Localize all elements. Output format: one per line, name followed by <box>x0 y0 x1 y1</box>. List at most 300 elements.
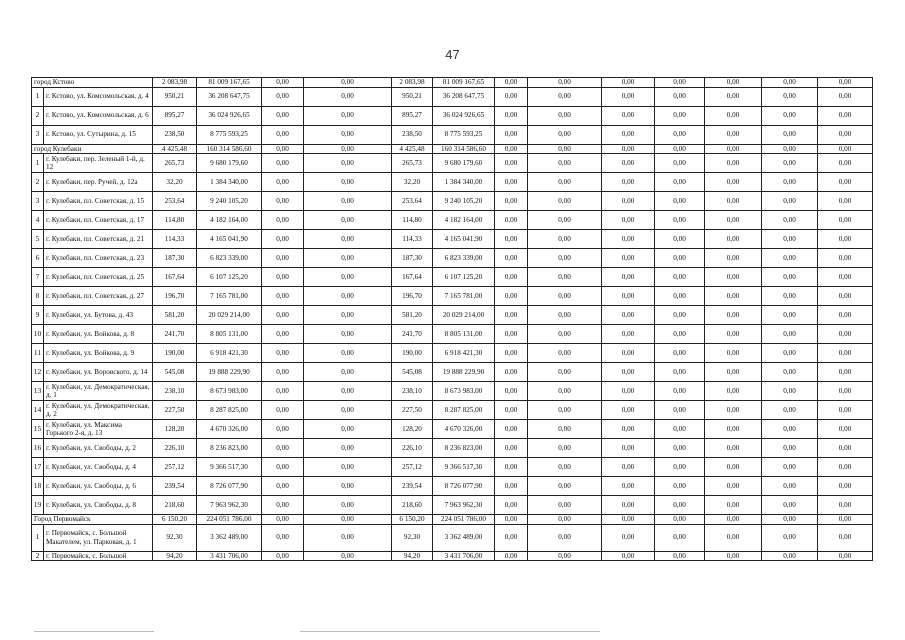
value-cell: 0,00 <box>528 125 602 144</box>
value-cell: 0,00 <box>818 287 873 306</box>
table-row <box>32 551 873 561</box>
value-cell: 0,00 <box>262 551 304 561</box>
value-cell: 32,20 <box>153 173 197 192</box>
value-cell: 36 024 926,65 <box>197 106 262 125</box>
table-row <box>32 363 873 382</box>
value-cell: 0,00 <box>705 363 762 382</box>
value-cell: 0,00 <box>655 344 705 363</box>
value-cell: 0,00 <box>655 551 705 561</box>
value-cell: 0,00 <box>818 458 873 477</box>
row-number: 8 <box>32 287 44 306</box>
value-cell: 0,00 <box>818 477 873 496</box>
value-cell: 0,00 <box>528 249 602 268</box>
value-cell: 0,00 <box>262 477 304 496</box>
value-cell: 0,00 <box>528 306 602 325</box>
value-cell: 0,00 <box>602 87 655 106</box>
value-cell: 0,00 <box>262 125 304 144</box>
value-cell: 0,00 <box>495 382 528 401</box>
value-cell: 9 680 179,60 <box>197 154 262 173</box>
value-cell: 8 805 131,00 <box>197 325 262 344</box>
row-number: 1 <box>32 154 44 173</box>
value-cell: 0,00 <box>762 125 818 144</box>
value-cell: 32,20 <box>392 173 433 192</box>
city-total-cell: 0,00 <box>495 78 528 88</box>
value-cell: 7 963 962,30 <box>197 496 262 515</box>
value-cell: 0,00 <box>705 306 762 325</box>
value-cell: 114,80 <box>153 211 197 230</box>
value-cell: 0,00 <box>262 173 304 192</box>
table-row <box>32 268 873 287</box>
value-cell: 0,00 <box>818 87 873 106</box>
address-cell: г. Кулебаки, пл. Советская, д. 23 <box>44 249 153 268</box>
address-cell: г. Кстово, ул. Сутырина, д. 15 <box>44 125 153 144</box>
value-cell: 0,00 <box>818 420 873 439</box>
value-cell: 0,00 <box>528 173 602 192</box>
value-cell: 0,00 <box>705 458 762 477</box>
value-cell: 9 240 105,20 <box>197 192 262 211</box>
value-cell: 0,00 <box>304 249 392 268</box>
value-cell: 0,00 <box>762 524 818 551</box>
value-cell: 7 165 781,00 <box>197 287 262 306</box>
table-row <box>32 458 873 477</box>
value-cell: 0,00 <box>262 496 304 515</box>
value-cell: 0,00 <box>495 230 528 249</box>
city-total-cell: 0,00 <box>762 78 818 88</box>
value-cell: 0,00 <box>762 458 818 477</box>
value-cell: 0,00 <box>602 524 655 551</box>
value-cell: 0,00 <box>705 173 762 192</box>
value-cell: 0,00 <box>602 344 655 363</box>
value-cell: 0,00 <box>304 344 392 363</box>
value-cell: 8 775 593,25 <box>433 125 495 144</box>
row-number: 14 <box>32 401 44 420</box>
value-cell: 0,00 <box>655 125 705 144</box>
value-cell: 0,00 <box>304 382 392 401</box>
value-cell: 0,00 <box>528 401 602 420</box>
city-subtotal-row <box>32 515 873 525</box>
value-cell: 6 107 125,20 <box>197 268 262 287</box>
table-row <box>32 524 873 551</box>
city-total-cell: 0,00 <box>602 515 655 525</box>
row-number: 3 <box>32 125 44 144</box>
row-number: 2 <box>32 106 44 125</box>
value-cell: 0,00 <box>304 306 392 325</box>
page-number: 47 <box>445 47 460 62</box>
row-number: 15 <box>32 420 44 439</box>
value-cell: 0,00 <box>655 211 705 230</box>
value-cell: 128,20 <box>392 420 433 439</box>
value-cell: 0,00 <box>495 477 528 496</box>
value-cell: 0,00 <box>528 439 602 458</box>
value-cell: 0,00 <box>262 458 304 477</box>
register-table <box>31 77 873 561</box>
value-cell: 0,00 <box>262 192 304 211</box>
table-row <box>32 87 873 106</box>
address-cell: г. Кулебаки, пл. Советская, д. 25 <box>44 268 153 287</box>
city-total-cell: 2 083,98 <box>392 78 433 88</box>
city-total-cell: 4 425,48 <box>392 144 433 154</box>
value-cell: 0,00 <box>304 211 392 230</box>
value-cell: 0,00 <box>818 344 873 363</box>
value-cell: 0,00 <box>262 382 304 401</box>
value-cell: 218,60 <box>392 496 433 515</box>
value-cell: 9 366 517,30 <box>433 458 495 477</box>
value-cell: 0,00 <box>818 439 873 458</box>
value-cell: 0,00 <box>655 458 705 477</box>
value-cell: 0,00 <box>495 325 528 344</box>
value-cell: 8 673 983,00 <box>433 382 495 401</box>
value-cell: 114,33 <box>153 230 197 249</box>
value-cell: 0,00 <box>762 496 818 515</box>
city-total-cell: 4 425,48 <box>153 144 197 154</box>
value-cell: 0,00 <box>304 524 392 551</box>
table-row <box>32 230 873 249</box>
value-cell: 0,00 <box>528 363 602 382</box>
value-cell: 0,00 <box>762 230 818 249</box>
value-cell: 257,12 <box>153 458 197 477</box>
value-cell: 0,00 <box>262 325 304 344</box>
value-cell: 7 963 962,30 <box>433 496 495 515</box>
value-cell: 0,00 <box>762 87 818 106</box>
value-cell: 0,00 <box>528 344 602 363</box>
city-total-cell: 0,00 <box>602 78 655 88</box>
address-cell: г. Кулебаки, ул. Воровского, д. 14 <box>44 363 153 382</box>
value-cell: 0,00 <box>495 125 528 144</box>
city-name: Город Первомайск <box>32 515 153 525</box>
value-cell: 0,00 <box>304 125 392 144</box>
value-cell: 0,00 <box>262 287 304 306</box>
value-cell: 0,00 <box>705 211 762 230</box>
value-cell: 0,00 <box>528 211 602 230</box>
scan-artifact <box>34 631 154 632</box>
value-cell: 92,30 <box>153 524 197 551</box>
value-cell: 0,00 <box>602 306 655 325</box>
table-row <box>32 477 873 496</box>
value-cell: 0,00 <box>655 496 705 515</box>
value-cell: 3 431 706,00 <box>433 551 495 561</box>
value-cell: 0,00 <box>818 173 873 192</box>
value-cell: 0,00 <box>705 268 762 287</box>
value-cell: 0,00 <box>602 249 655 268</box>
value-cell: 0,00 <box>528 458 602 477</box>
row-number: 1 <box>32 87 44 106</box>
value-cell: 0,00 <box>818 230 873 249</box>
address-cell: г. Кстово, ул. Комсомольская, д. 6 <box>44 106 153 125</box>
value-cell: 0,00 <box>602 382 655 401</box>
value-cell: 0,00 <box>762 106 818 125</box>
value-cell: 187,30 <box>153 249 197 268</box>
address-cell: г. Кулебаки, ул. Свободы, д. 8 <box>44 496 153 515</box>
value-cell: 0,00 <box>705 344 762 363</box>
value-cell: 9 366 517,30 <box>197 458 262 477</box>
value-cell: 8 775 593,25 <box>197 125 262 144</box>
value-cell: 190,00 <box>153 344 197 363</box>
scan-artifact <box>300 631 600 632</box>
value-cell: 265,73 <box>392 154 433 173</box>
row-number: 2 <box>32 173 44 192</box>
register-body <box>32 78 873 561</box>
value-cell: 0,00 <box>495 458 528 477</box>
city-total-cell: 224 051 786,00 <box>197 515 262 525</box>
value-cell: 0,00 <box>818 154 873 173</box>
value-cell: 241,70 <box>153 325 197 344</box>
table-row <box>32 344 873 363</box>
value-cell: 265,73 <box>153 154 197 173</box>
address-cell: г. Кстово, ул. Комсомольская, д. 4 <box>44 87 153 106</box>
value-cell: 0,00 <box>818 106 873 125</box>
value-cell: 895,27 <box>153 106 197 125</box>
city-total-cell: 6 150,20 <box>153 515 197 525</box>
value-cell: 4 182 164,00 <box>197 211 262 230</box>
city-total-cell: 0,00 <box>528 144 602 154</box>
value-cell: 0,00 <box>262 87 304 106</box>
value-cell: 4 165 041,90 <box>433 230 495 249</box>
value-cell: 0,00 <box>762 211 818 230</box>
value-cell: 0,00 <box>818 496 873 515</box>
value-cell: 8 726 077,90 <box>433 477 495 496</box>
value-cell: 0,00 <box>495 211 528 230</box>
city-total-cell: 0,00 <box>818 144 873 154</box>
value-cell: 0,00 <box>495 268 528 287</box>
value-cell: 1 384 340,00 <box>433 173 495 192</box>
value-cell: 9 240 105,20 <box>433 192 495 211</box>
row-number: 10 <box>32 325 44 344</box>
city-total-cell: 0,00 <box>655 515 705 525</box>
value-cell: 0,00 <box>528 524 602 551</box>
value-cell: 0,00 <box>602 363 655 382</box>
row-number: 3 <box>32 192 44 211</box>
value-cell: 0,00 <box>602 268 655 287</box>
value-cell: 0,00 <box>304 551 392 561</box>
value-cell: 196,70 <box>392 287 433 306</box>
value-cell: 253,64 <box>392 192 433 211</box>
row-number: 19 <box>32 496 44 515</box>
value-cell: 0,00 <box>602 477 655 496</box>
value-cell: 167,64 <box>153 268 197 287</box>
value-cell: 0,00 <box>655 477 705 496</box>
value-cell: 226,10 <box>153 439 197 458</box>
value-cell: 0,00 <box>818 249 873 268</box>
value-cell: 0,00 <box>495 287 528 306</box>
value-cell: 0,00 <box>304 154 392 173</box>
city-subtotal-row <box>32 144 873 154</box>
row-number: 7 <box>32 268 44 287</box>
value-cell: 0,00 <box>495 551 528 561</box>
value-cell: 545,08 <box>392 363 433 382</box>
row-number: 5 <box>32 230 44 249</box>
table-row <box>32 420 873 439</box>
value-cell: 0,00 <box>602 173 655 192</box>
address-cell: г. Кулебаки, ул. Свободы, д. 2 <box>44 439 153 458</box>
value-cell: 0,00 <box>705 287 762 306</box>
table-row <box>32 439 873 458</box>
value-cell: 950,21 <box>392 87 433 106</box>
value-cell: 0,00 <box>705 420 762 439</box>
row-number: 2 <box>32 551 44 561</box>
address-cell: г. Кулебаки, пл. Советская, д. 15 <box>44 192 153 211</box>
value-cell: 950,21 <box>153 87 197 106</box>
value-cell: 227,50 <box>153 401 197 420</box>
value-cell: 6 823 339,00 <box>197 249 262 268</box>
value-cell: 0,00 <box>262 401 304 420</box>
value-cell: 0,00 <box>602 420 655 439</box>
value-cell: 0,00 <box>304 268 392 287</box>
value-cell: 0,00 <box>528 551 602 561</box>
city-subtotal-row <box>32 78 873 88</box>
value-cell: 0,00 <box>602 439 655 458</box>
value-cell: 0,00 <box>655 154 705 173</box>
value-cell: 0,00 <box>705 125 762 144</box>
value-cell: 0,00 <box>762 325 818 344</box>
row-number: 9 <box>32 306 44 325</box>
city-total-cell: 160 314 586,60 <box>433 144 495 154</box>
value-cell: 0,00 <box>602 125 655 144</box>
value-cell: 0,00 <box>602 106 655 125</box>
table-row <box>32 249 873 268</box>
value-cell: 0,00 <box>762 154 818 173</box>
value-cell: 0,00 <box>528 325 602 344</box>
value-cell: 0,00 <box>705 477 762 496</box>
value-cell: 0,00 <box>528 420 602 439</box>
city-name: город Кулебаки <box>32 144 153 154</box>
city-total-cell: 81 009 167,65 <box>433 78 495 88</box>
table-row <box>32 325 873 344</box>
city-total-cell: 0,00 <box>304 515 392 525</box>
value-cell: 0,00 <box>655 325 705 344</box>
address-cell: г. Кулебаки, ул. Максима Горького 2-я, д. 13 <box>44 420 153 439</box>
table-row <box>32 154 873 173</box>
value-cell: 0,00 <box>655 230 705 249</box>
value-cell: 226,10 <box>392 439 433 458</box>
table-row <box>32 192 873 211</box>
value-cell: 92,30 <box>392 524 433 551</box>
table-row <box>32 496 873 515</box>
value-cell: 9 680 179,60 <box>433 154 495 173</box>
value-cell: 0,00 <box>762 439 818 458</box>
value-cell: 0,00 <box>655 439 705 458</box>
value-cell: 0,00 <box>705 551 762 561</box>
value-cell: 0,00 <box>762 268 818 287</box>
city-total-cell: 0,00 <box>602 144 655 154</box>
value-cell: 0,00 <box>602 154 655 173</box>
value-cell: 0,00 <box>762 344 818 363</box>
address-cell: г. Кулебаки, пл. Советская, д. 17 <box>44 211 153 230</box>
value-cell: 0,00 <box>262 420 304 439</box>
value-cell: 239,54 <box>153 477 197 496</box>
value-cell: 0,00 <box>495 87 528 106</box>
address-cell: г. Кулебаки, пер. Ручей, д. 12а <box>44 173 153 192</box>
value-cell: 8 726 077,90 <box>197 477 262 496</box>
city-total-cell: 0,00 <box>528 78 602 88</box>
value-cell: 0,00 <box>762 382 818 401</box>
value-cell: 0,00 <box>495 344 528 363</box>
value-cell: 0,00 <box>304 458 392 477</box>
value-cell: 0,00 <box>762 551 818 561</box>
city-total-cell: 6 150,20 <box>392 515 433 525</box>
row-number: 4 <box>32 211 44 230</box>
value-cell: 0,00 <box>818 268 873 287</box>
value-cell: 1 384 340,00 <box>197 173 262 192</box>
value-cell: 0,00 <box>602 496 655 515</box>
value-cell: 0,00 <box>705 192 762 211</box>
value-cell: 3 431 706,00 <box>197 551 262 561</box>
row-number: 6 <box>32 249 44 268</box>
value-cell: 0,00 <box>602 192 655 211</box>
value-cell: 3 362 489,00 <box>197 524 262 551</box>
city-total-cell: 0,00 <box>762 515 818 525</box>
table-row <box>32 173 873 192</box>
value-cell: 167,64 <box>392 268 433 287</box>
value-cell: 8 236 823,00 <box>197 439 262 458</box>
value-cell: 0,00 <box>655 420 705 439</box>
value-cell: 238,10 <box>392 382 433 401</box>
value-cell: 0,00 <box>762 173 818 192</box>
value-cell: 36 208 647,75 <box>433 87 495 106</box>
address-cell: г. Кулебаки, ул. Свободы, д. 4 <box>44 458 153 477</box>
value-cell: 0,00 <box>495 401 528 420</box>
city-total-cell: 0,00 <box>262 144 304 154</box>
value-cell: 0,00 <box>495 154 528 173</box>
value-cell: 19 888 229,90 <box>197 363 262 382</box>
address-cell: г. Кулебаки, ул. Войкова, д. 8 <box>44 325 153 344</box>
value-cell: 8 673 983,00 <box>197 382 262 401</box>
value-cell: 0,00 <box>602 458 655 477</box>
value-cell: 0,00 <box>304 106 392 125</box>
value-cell: 238,50 <box>392 125 433 144</box>
value-cell: 0,00 <box>655 524 705 551</box>
value-cell: 0,00 <box>262 106 304 125</box>
value-cell: 8 287 825,00 <box>197 401 262 420</box>
value-cell: 0,00 <box>655 249 705 268</box>
value-cell: 4 670 326,00 <box>433 420 495 439</box>
city-total-cell: 0,00 <box>304 78 392 88</box>
table-row <box>32 306 873 325</box>
value-cell: 20 029 214,00 <box>433 306 495 325</box>
value-cell: 0,00 <box>262 211 304 230</box>
city-total-cell: 0,00 <box>262 78 304 88</box>
table-row <box>32 401 873 420</box>
value-cell: 0,00 <box>818 551 873 561</box>
value-cell: 187,30 <box>392 249 433 268</box>
table-row <box>32 106 873 125</box>
value-cell: 0,00 <box>705 325 762 344</box>
city-total-cell: 81 009 167,65 <box>197 78 262 88</box>
value-cell: 20 029 214,00 <box>197 306 262 325</box>
value-cell: 0,00 <box>602 401 655 420</box>
value-cell: 114,80 <box>392 211 433 230</box>
value-cell: 218,60 <box>153 496 197 515</box>
value-cell: 0,00 <box>262 306 304 325</box>
value-cell: 0,00 <box>495 106 528 125</box>
value-cell: 0,00 <box>655 363 705 382</box>
value-cell: 196,70 <box>153 287 197 306</box>
value-cell: 0,00 <box>262 524 304 551</box>
value-cell: 0,00 <box>762 287 818 306</box>
value-cell: 0,00 <box>705 496 762 515</box>
value-cell: 545,08 <box>153 363 197 382</box>
value-cell: 0,00 <box>304 420 392 439</box>
table-row <box>32 125 873 144</box>
value-cell: 0,00 <box>495 249 528 268</box>
value-cell: 0,00 <box>705 230 762 249</box>
city-total-cell: 0,00 <box>262 515 304 525</box>
value-cell: 0,00 <box>495 420 528 439</box>
address-cell: г. Кулебаки, ул. Войкова, д. 9 <box>44 344 153 363</box>
value-cell: 0,00 <box>304 401 392 420</box>
value-cell: 0,00 <box>818 192 873 211</box>
value-cell: 0,00 <box>762 249 818 268</box>
value-cell: 36 208 647,75 <box>197 87 262 106</box>
